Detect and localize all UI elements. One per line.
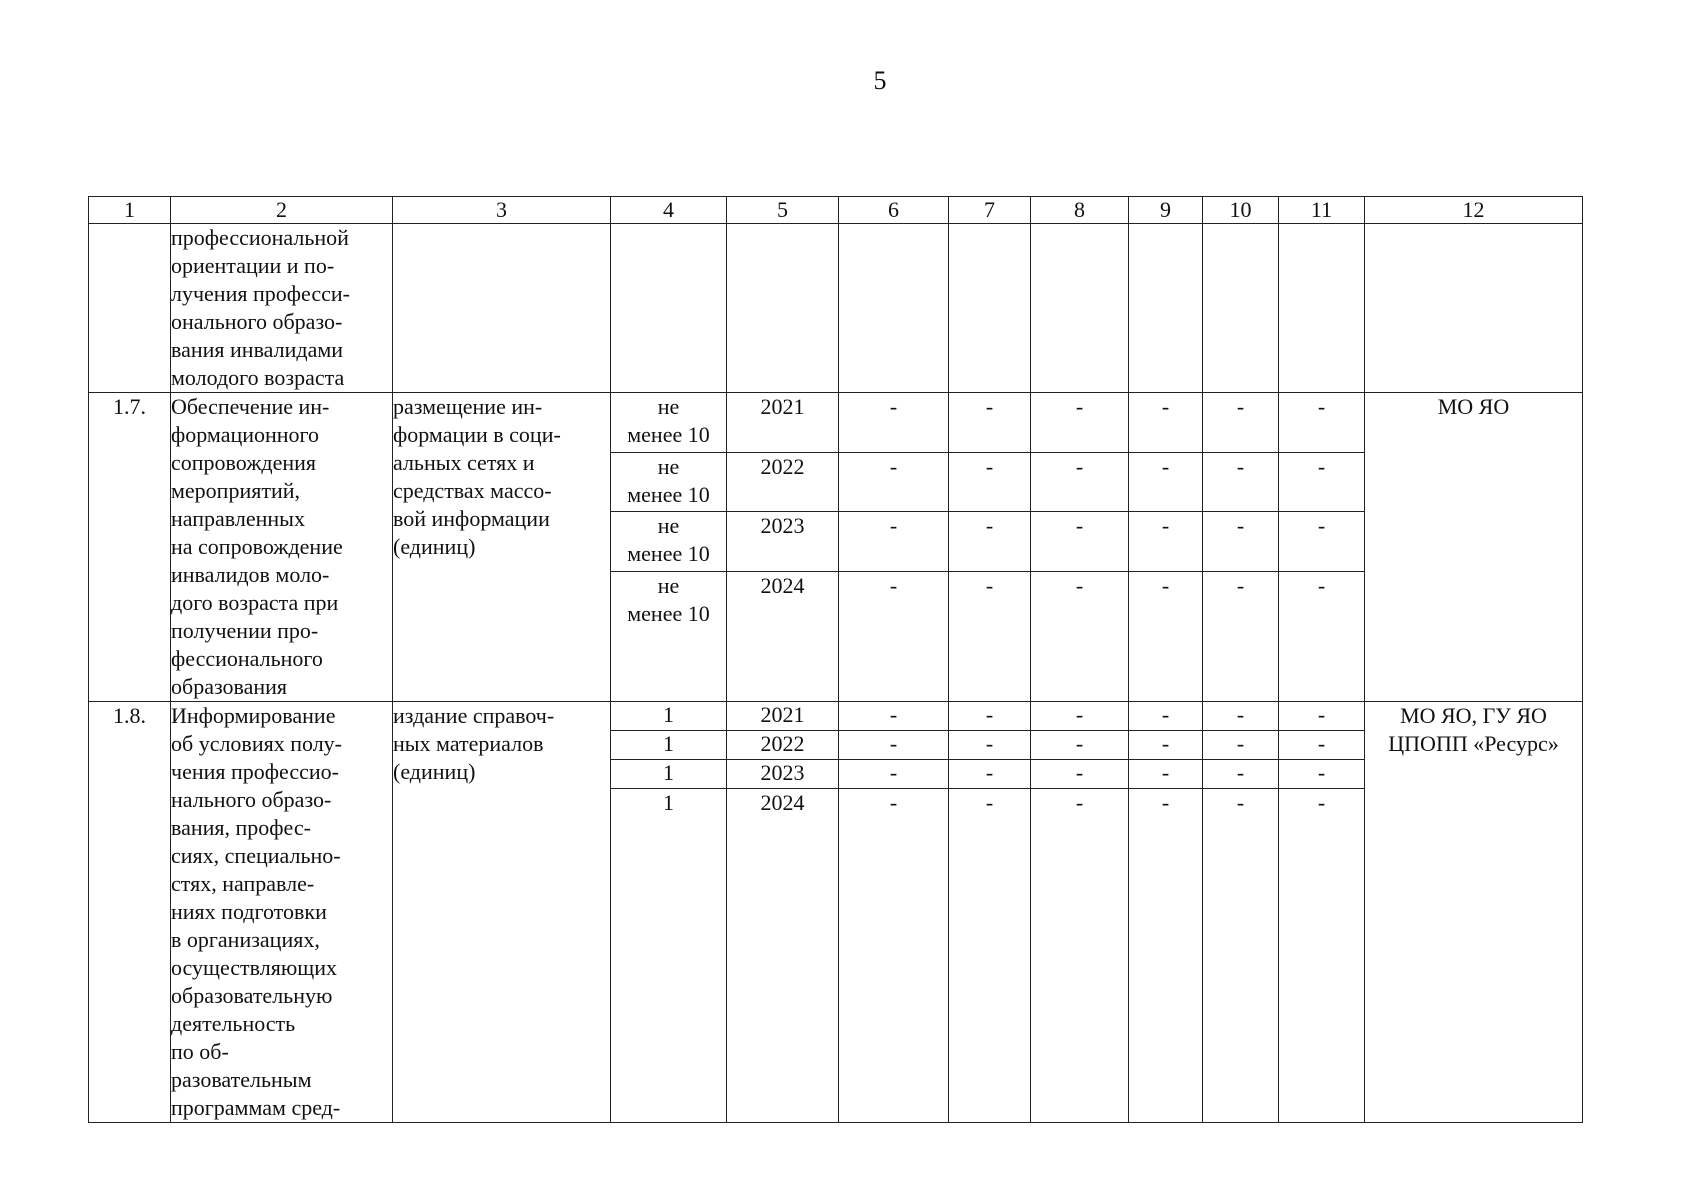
value-cell: - xyxy=(1129,702,1203,731)
value-cell: - xyxy=(1129,571,1203,702)
cell-empty xyxy=(1031,224,1129,393)
value-cell: - xyxy=(1031,512,1129,572)
row-number: 1.8. xyxy=(89,702,171,1123)
value-cell: - xyxy=(839,702,949,731)
value-cell: - xyxy=(1203,452,1279,512)
indicator xyxy=(393,702,611,1123)
executor xyxy=(1365,393,1583,702)
text-line: размещение ин- xyxy=(393,394,543,419)
value-cell: - xyxy=(1279,759,1365,788)
target-value xyxy=(611,452,727,512)
value-cell: - xyxy=(949,759,1031,788)
value-cell: - xyxy=(1129,759,1203,788)
header-cell: 3 xyxy=(393,197,611,224)
activity-name xyxy=(171,702,393,1123)
value-cell: - xyxy=(1129,452,1203,512)
text-line: разовательным xyxy=(171,1067,312,1092)
text-line: онального образо- xyxy=(171,309,343,334)
value-cell: - xyxy=(949,512,1031,572)
value-cell: - xyxy=(949,702,1031,731)
header-cell: 9 xyxy=(1129,197,1203,224)
target-value: 1 xyxy=(611,702,727,731)
table-row xyxy=(89,393,1583,453)
header-cell: 1 xyxy=(89,197,171,224)
value-cell: - xyxy=(1129,393,1203,453)
text-line: Информирование xyxy=(171,703,336,728)
text-line: не xyxy=(657,572,680,598)
value-cell: - xyxy=(1203,512,1279,572)
value-cell: - xyxy=(1031,393,1129,453)
text-line: не xyxy=(657,453,680,479)
text-line: стях, направле- xyxy=(171,871,315,896)
year-cell: 2022 xyxy=(727,452,839,512)
value-cell: - xyxy=(1203,393,1279,453)
text-line: МО ЯО, ГУ ЯО xyxy=(1400,703,1547,728)
text-line: образования xyxy=(171,674,288,699)
text-line: альных сетях и xyxy=(393,450,535,475)
value-cell: - xyxy=(1031,730,1129,759)
text-line: МО ЯО xyxy=(1437,394,1510,419)
text-line: вания, профес- xyxy=(171,815,311,840)
value-cell: - xyxy=(1279,452,1365,512)
header-cell: 8 xyxy=(1031,197,1129,224)
text-line: об условиях полу- xyxy=(171,731,343,756)
header-cell: 11 xyxy=(1279,197,1365,224)
table-row xyxy=(89,702,1583,731)
activity-name xyxy=(171,393,393,702)
value-cell: - xyxy=(1203,702,1279,731)
value-cell: - xyxy=(1031,788,1129,1122)
value-cell: - xyxy=(1203,571,1279,702)
year-cell: 2022 xyxy=(727,730,839,759)
value-cell: - xyxy=(1203,730,1279,759)
text-line: мероприятий, xyxy=(171,478,301,503)
value-cell: - xyxy=(1129,512,1203,572)
cell-empty xyxy=(1203,224,1279,393)
value-cell: - xyxy=(949,452,1031,512)
value-cell: - xyxy=(1129,788,1203,1122)
target-value: 1 xyxy=(611,730,727,759)
text-line: лучения професси- xyxy=(171,281,350,306)
value-cell: - xyxy=(1203,759,1279,788)
value-cell: - xyxy=(839,759,949,788)
text-line: направленных xyxy=(171,506,305,531)
year-cell: 2024 xyxy=(727,571,839,702)
year-cell: 2023 xyxy=(727,512,839,572)
text-line: менее 10 xyxy=(627,600,710,626)
value-cell: - xyxy=(1031,702,1129,731)
text-line: ориентации и по- xyxy=(171,253,335,278)
indicator xyxy=(393,393,611,702)
text-line: ных материалов xyxy=(393,731,544,756)
value-cell: - xyxy=(949,730,1031,759)
header-cell: 5 xyxy=(727,197,839,224)
value-cell: - xyxy=(839,393,949,453)
value-cell: - xyxy=(1129,730,1203,759)
row-number: 1.7. xyxy=(89,393,171,702)
value-cell: - xyxy=(949,788,1031,1122)
text-line: менее 10 xyxy=(627,422,710,447)
value-cell: - xyxy=(1279,512,1365,572)
value-cell: - xyxy=(839,730,949,759)
target-value xyxy=(611,512,727,572)
text-line: не xyxy=(657,513,680,538)
target-value: 1 xyxy=(611,759,727,788)
header-cell: 10 xyxy=(1203,197,1279,224)
value-cell: - xyxy=(1203,788,1279,1122)
header-cell: 7 xyxy=(949,197,1031,224)
text-line: средствах массо- xyxy=(393,478,552,503)
target-value xyxy=(611,393,727,453)
value-cell: - xyxy=(1031,759,1129,788)
year-cell: 2024 xyxy=(727,788,839,1122)
text-line: (единиц) xyxy=(393,534,476,559)
executor xyxy=(1365,702,1583,1123)
text-line: издание справоч- xyxy=(393,703,555,728)
continuation-row xyxy=(89,224,1583,393)
text-line: нального образо- xyxy=(171,787,332,812)
text-line: деятельность xyxy=(171,1011,296,1036)
value-cell: - xyxy=(1279,702,1365,731)
header-cell: 4 xyxy=(611,197,727,224)
value-cell: - xyxy=(1031,571,1129,702)
text-line: сопровождения xyxy=(171,450,317,475)
text-line: ниях подготовки xyxy=(171,899,327,924)
text-line: (единиц) xyxy=(393,759,476,784)
header-row xyxy=(89,197,1583,224)
text-line: осуществляющих xyxy=(171,955,337,980)
text-line: Обеспечение ин- xyxy=(171,394,330,419)
value-cell: - xyxy=(1031,452,1129,512)
target-value: 1 xyxy=(611,788,727,1122)
activities-table xyxy=(88,196,1583,1123)
text-line: ЦПОПП «Ресурс» xyxy=(1388,731,1559,756)
header-cell: 2 xyxy=(171,197,393,224)
text-line: формационного xyxy=(171,422,320,447)
text-line: инвалидов моло- xyxy=(171,562,330,587)
value-cell: - xyxy=(1279,571,1365,702)
page-number: 5 xyxy=(873,66,887,95)
text-line: чения профессио- xyxy=(171,759,339,784)
cell-empty xyxy=(1129,224,1203,393)
cell-empty xyxy=(89,224,171,393)
cell-empty xyxy=(727,224,839,393)
cell-empty xyxy=(611,224,727,393)
text-line: по об- xyxy=(171,1039,229,1064)
cell-empty xyxy=(839,224,949,393)
text-line: на сопровождение xyxy=(171,534,343,559)
value-cell: - xyxy=(1279,788,1365,1122)
value-cell: - xyxy=(949,393,1031,453)
cell-empty xyxy=(1279,224,1365,393)
text-line: профессиональной xyxy=(171,225,349,250)
value-cell: - xyxy=(839,571,949,702)
header-cell: 6 xyxy=(839,197,949,224)
text-line: дого возраста при xyxy=(171,590,339,615)
text-line: программам сред- xyxy=(171,1095,341,1120)
year-cell: 2023 xyxy=(727,759,839,788)
text-line: получении про- xyxy=(171,618,319,643)
continuation-name xyxy=(171,224,393,393)
cell-empty xyxy=(949,224,1031,393)
value-cell: - xyxy=(1279,393,1365,453)
target-value xyxy=(611,571,727,702)
text-line: вания инвалидами xyxy=(171,337,344,362)
text-line: образовательную xyxy=(171,983,333,1008)
value-cell: - xyxy=(1279,730,1365,759)
text-line: не xyxy=(657,394,680,419)
text-line: в организациях, xyxy=(171,927,320,952)
text-line: вой информации xyxy=(393,506,550,531)
value-cell: - xyxy=(839,452,949,512)
text-line: менее 10 xyxy=(627,541,710,566)
header-cell: 12 xyxy=(1365,197,1583,224)
year-cell: 2021 xyxy=(727,393,839,453)
cell-empty xyxy=(1365,224,1583,393)
text-line: формации в соци- xyxy=(393,422,561,447)
cell-empty xyxy=(393,224,611,393)
text-line: молодого возраста xyxy=(171,365,345,390)
text-line: менее 10 xyxy=(627,481,710,507)
text-line: сиях, специально- xyxy=(171,843,341,868)
year-cell: 2021 xyxy=(727,702,839,731)
value-cell: - xyxy=(949,571,1031,702)
text-line: фессионального xyxy=(171,646,323,671)
value-cell: - xyxy=(839,512,949,572)
value-cell: - xyxy=(839,788,949,1122)
